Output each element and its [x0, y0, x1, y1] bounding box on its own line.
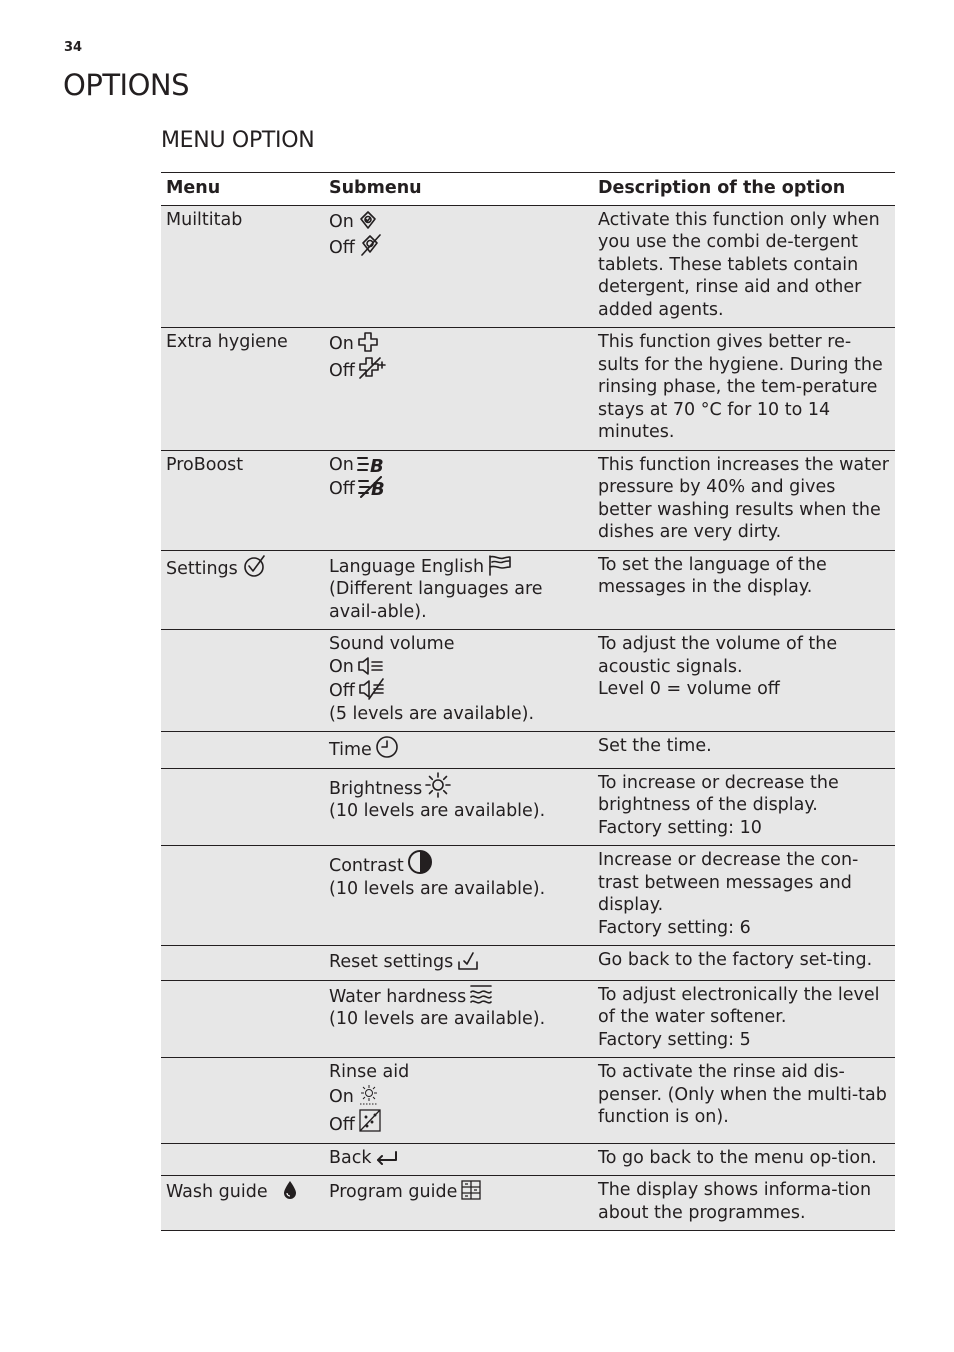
description-text: Set the time. — [598, 736, 712, 756]
contrast-icon — [407, 849, 433, 875]
table-row — [161, 1058, 895, 1144]
description-cell — [593, 1143, 895, 1176]
menu-options-table — [161, 172, 895, 1231]
header-description: Description of the option — [593, 173, 895, 206]
brightness-sun-icon — [425, 772, 451, 798]
submenu-line — [329, 772, 588, 801]
rinse-aid-on-icon — [357, 1084, 381, 1106]
description-text: To activate the rinse aid dis-penser. (Only when the multi-tab function is on). — [598, 1062, 887, 1127]
program-guide-icon — [460, 1179, 482, 1201]
description-text: The display shows informa-tion about the programmes. — [598, 1180, 872, 1223]
submenu-text: Back — [329, 1147, 372, 1168]
description-text: To increase or decrease the brightness of the display. Factory setting: 10 — [598, 772, 839, 838]
menu-cell — [161, 768, 324, 846]
menu-label: Settings — [166, 558, 238, 579]
menu-cell — [161, 732, 324, 769]
submenu-text: (10 levels are available). — [329, 878, 546, 899]
submenu-text: Language English — [329, 556, 485, 577]
menu-cell — [161, 630, 324, 732]
menu-cell — [161, 846, 324, 946]
submenu-cell — [324, 630, 593, 732]
submenu-text: Contrast — [329, 856, 404, 876]
table-row — [161, 980, 895, 1058]
submenu-text: (10 levels are available). — [329, 801, 546, 821]
submenu-cell — [324, 768, 593, 846]
settings-check-icon — [243, 554, 267, 578]
submenu-cell — [324, 846, 593, 946]
submenu-text: Program guide — [329, 1182, 458, 1202]
description-cell — [593, 732, 895, 769]
proboost-on-icon — [357, 454, 387, 474]
table-row — [161, 846, 895, 946]
submenu-cell — [324, 450, 593, 550]
header-submenu: Submenu — [324, 173, 593, 206]
table-row — [161, 328, 895, 451]
description-cell — [593, 946, 895, 981]
submenu-line — [329, 1084, 588, 1109]
header-menu: Menu — [161, 173, 324, 206]
language-flag-icon — [487, 554, 513, 576]
submenu-line — [329, 678, 588, 703]
submenu-line — [329, 800, 588, 823]
submenu-line — [329, 1179, 588, 1204]
table-body — [161, 205, 895, 1231]
back-arrow-icon — [375, 1149, 399, 1167]
submenu-text: (10 levels are available). — [329, 1009, 546, 1029]
description-cell — [593, 450, 895, 550]
submenu-text: (5 levels are available). — [329, 703, 535, 724]
table-row — [161, 550, 895, 630]
submenu-text: Off — [329, 681, 355, 701]
page-title: OPTIONS — [63, 68, 190, 102]
submenu-cell — [324, 1143, 593, 1176]
submenu-cell — [324, 732, 593, 769]
menu-cell — [161, 550, 324, 630]
submenu-line — [329, 735, 588, 762]
table-row — [161, 732, 895, 769]
submenu-line — [329, 1061, 588, 1084]
submenu-line — [329, 1108, 588, 1137]
description-cell — [593, 630, 895, 732]
description-text: Increase or decrease the con-trast between messages and display. Factory setting: 6 — [598, 850, 859, 938]
description-cell — [593, 980, 895, 1058]
submenu-cell — [324, 328, 593, 451]
submenu-text: On — [329, 454, 354, 475]
submenu-line — [329, 949, 588, 974]
water-hardness-icon — [469, 984, 495, 1006]
clock-icon — [375, 735, 399, 759]
description-text: Go back to the factory set-ting. — [598, 950, 873, 970]
hygiene-off-icon — [358, 356, 388, 380]
submenu-line — [329, 878, 588, 901]
section-title: MENU OPTION — [161, 128, 315, 153]
submenu-text: Water hardness — [329, 986, 467, 1007]
description-cell — [593, 550, 895, 630]
menu-cell — [161, 1058, 324, 1144]
table-row — [161, 768, 895, 846]
submenu-cell — [324, 1058, 593, 1144]
submenu-line — [329, 1147, 588, 1170]
submenu-line — [329, 984, 588, 1009]
submenu-line — [329, 1008, 588, 1031]
menu-label: Extra hygiene — [166, 332, 288, 352]
description-cell — [593, 205, 895, 328]
menu-cell — [161, 1176, 324, 1231]
submenu-text: Rinse aid — [329, 1062, 410, 1082]
submenu-text: Off — [329, 1115, 355, 1135]
submenu-cell — [324, 550, 593, 630]
description-text: This function gives better re-sults for the hygiene. During the rinsing phase, the tem-perature stays at 70 °C for 10 to 14 minutes. — [598, 332, 883, 442]
submenu-text: On — [329, 1086, 354, 1107]
menu-cell — [161, 980, 324, 1058]
menu-cell — [161, 1143, 324, 1176]
reset-settings-icon — [456, 949, 480, 971]
submenu-text: Off — [329, 479, 355, 499]
submenu-line — [329, 578, 588, 623]
description-text: To adjust the volume of the acoustic signals. Level 0 = volume off — [598, 634, 838, 699]
sound-off-icon — [358, 678, 388, 700]
submenu-line — [329, 331, 588, 356]
menu-cell — [161, 328, 324, 451]
submenu-text: On — [329, 656, 354, 677]
submenu-text: Brightness — [329, 778, 423, 799]
proboost-off-icon — [358, 476, 388, 498]
svg-text:B: B — [369, 455, 384, 474]
description-cell — [593, 768, 895, 846]
description-cell — [593, 328, 895, 451]
submenu-line — [329, 849, 588, 878]
menu-cell — [161, 450, 324, 550]
menu-label: Wash guide — [166, 1182, 268, 1202]
multitab-off-icon — [358, 233, 384, 257]
submenu-line — [329, 209, 588, 234]
submenu-text: Reset settings — [329, 952, 454, 972]
submenu-line — [329, 476, 588, 501]
page-number: 34 — [64, 40, 83, 55]
hygiene-on-icon — [357, 331, 381, 353]
table-row — [161, 1143, 895, 1176]
submenu-text: Time — [329, 740, 372, 760]
submenu-text: (Different languages are avail-able). — [329, 579, 543, 622]
table-row — [161, 630, 895, 732]
multitab-on-icon — [357, 209, 379, 231]
description-cell — [593, 846, 895, 946]
description-text: Activate this function only when you use the combi de-tergent tablets. These tablets contain detergent, rinse aid and other added agents. — [598, 209, 880, 320]
submenu-text: On — [329, 211, 354, 232]
submenu-text: Sound volume — [329, 634, 455, 654]
sound-on-icon — [357, 656, 387, 676]
description-cell — [593, 1176, 895, 1231]
svg-text:B: B — [370, 479, 385, 498]
menu-cell — [161, 946, 324, 981]
submenu-cell — [324, 980, 593, 1058]
submenu-text: Off — [329, 238, 355, 258]
menu-cell — [161, 205, 324, 328]
submenu-line — [329, 703, 588, 726]
water-drop-icon — [280, 1179, 300, 1201]
table-header-row — [161, 173, 895, 206]
submenu-line — [329, 454, 588, 477]
description-cell — [593, 1058, 895, 1144]
description-text: To go back to the menu op-tion. — [598, 1147, 877, 1168]
submenu-cell — [324, 1176, 593, 1231]
submenu-cell — [324, 946, 593, 981]
rinse-aid-off-icon — [358, 1108, 384, 1134]
submenu-line — [329, 656, 588, 679]
submenu-line — [329, 633, 588, 656]
description-text: To adjust electronically the level of the water softener. Factory setting: 5 — [598, 984, 880, 1050]
submenu-cell — [324, 205, 593, 328]
submenu-text: On — [329, 334, 354, 354]
description-text: To set the language of the messages in the display. — [598, 554, 827, 597]
submenu-line — [329, 554, 588, 579]
menu-label: ProBoost — [166, 454, 244, 475]
submenu-line — [329, 233, 588, 260]
table-row — [161, 450, 895, 550]
menu-label: Muiltitab — [166, 209, 243, 230]
table-row — [161, 205, 895, 328]
table-row — [161, 1176, 895, 1231]
description-text: This function increases the water pressure by 40% and gives better washing results when the dishes are very dirty. — [598, 454, 889, 542]
submenu-text: Off — [329, 360, 355, 381]
submenu-line — [329, 356, 588, 383]
table-row — [161, 946, 895, 981]
